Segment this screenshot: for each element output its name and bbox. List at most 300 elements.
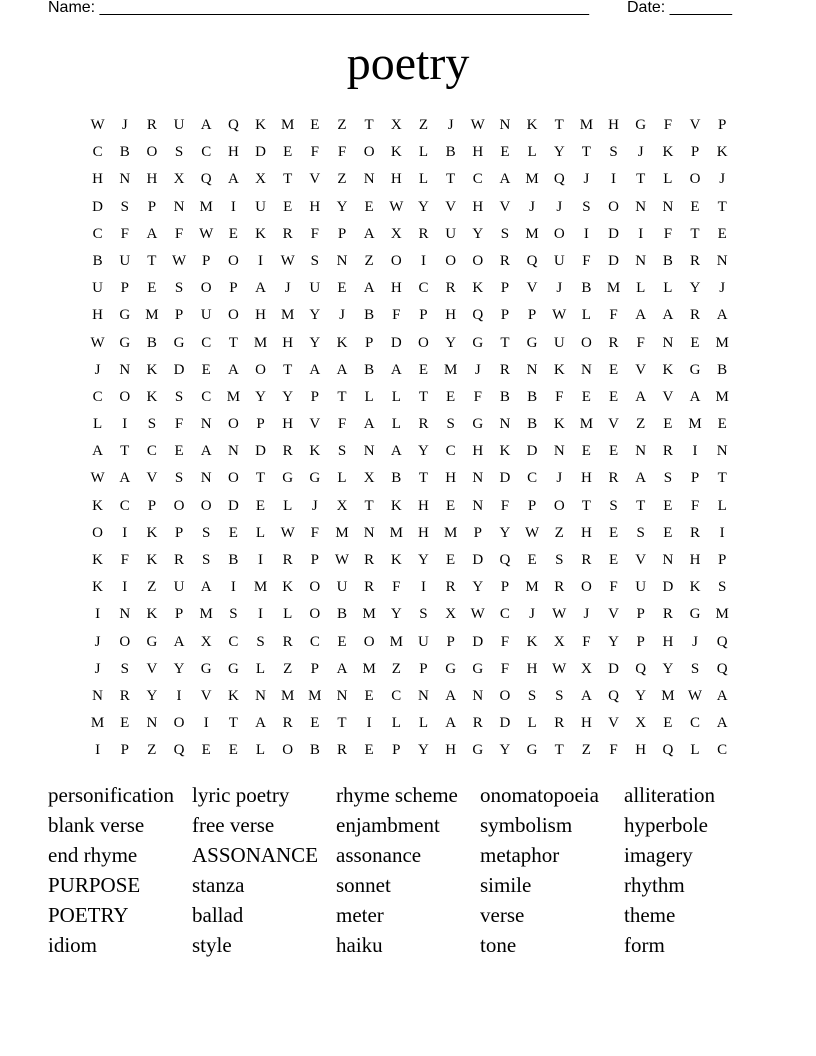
word-bank-item: style	[192, 933, 232, 957]
grid-letter: M	[253, 334, 268, 351]
grid-row	[84, 494, 736, 521]
grid-letter: N	[336, 252, 348, 269]
grid-letter: N	[119, 171, 131, 188]
grid-letter: G	[173, 334, 185, 351]
grid-letter: R	[608, 470, 619, 487]
grid-letter: A	[390, 443, 402, 460]
grid-letter: B	[717, 361, 728, 378]
grid-letter: H	[418, 524, 429, 541]
grid-row	[84, 113, 736, 140]
grid-letter: W	[280, 524, 295, 541]
grid-letter: H	[445, 470, 457, 487]
grid-letter: T	[554, 742, 564, 759]
grid-letter: Y	[472, 225, 484, 242]
grid-letter: D	[608, 225, 619, 242]
grid-letter: C	[119, 497, 130, 514]
grid-letter: N	[526, 361, 538, 378]
grid-letter: B	[336, 606, 347, 623]
grid-letter: N	[635, 198, 647, 215]
grid-letter: E	[717, 225, 727, 242]
grid-letter: T	[337, 715, 347, 732]
grid-letter: P	[256, 416, 265, 433]
grid-letter: L	[581, 307, 591, 324]
grid-letter: R	[554, 579, 565, 596]
grid-letter: J	[556, 470, 563, 487]
grid-letter: E	[717, 416, 727, 433]
grid-letter: R	[282, 633, 293, 650]
grid-letter: B	[364, 307, 375, 324]
grid-letter: Z	[147, 579, 157, 596]
grid-letter: S	[174, 388, 184, 405]
grid-letter: A	[716, 687, 728, 704]
grid-letter: O	[227, 416, 239, 433]
grid-letter: I	[638, 225, 644, 242]
grid-letter: L	[391, 416, 401, 433]
grid-letter: I	[95, 606, 101, 623]
grid-letter: N	[716, 252, 728, 269]
grid-letter: O	[363, 144, 375, 161]
grid-letter: Y	[689, 280, 701, 297]
grid-letter: S	[500, 225, 510, 242]
grid-letter: Y	[146, 687, 158, 704]
grid-letter: P	[500, 307, 510, 324]
grid-letter: A	[363, 416, 375, 433]
grid-letter: T	[500, 334, 510, 351]
grid-letter: E	[147, 280, 157, 297]
grid-letter: B	[581, 280, 592, 297]
grid-letter: A	[445, 687, 457, 704]
word-bank-item: alliteration	[624, 783, 715, 807]
grid-letter: H	[227, 144, 239, 161]
grid-row	[84, 657, 736, 684]
grid-letter: F	[690, 497, 700, 514]
grid-letter: L	[418, 715, 429, 732]
grid-letter: B	[662, 252, 673, 269]
grid-letter: H	[445, 307, 457, 324]
grid-letter: E	[581, 443, 591, 460]
word-search-grid	[84, 113, 736, 766]
grid-letter: C	[717, 742, 728, 759]
grid-row	[84, 521, 736, 548]
word-bank-item: form	[624, 933, 665, 957]
grid-letter: P	[636, 633, 645, 650]
grid-letter: R	[146, 117, 157, 133]
grid-letter: U	[173, 579, 185, 596]
grid-letter: F	[337, 416, 347, 433]
grid-letter: N	[363, 524, 375, 541]
grid-letter: P	[147, 198, 157, 215]
grid-letter: Q	[499, 552, 511, 568]
grid-letter: C	[228, 633, 239, 650]
grid-letter: R	[662, 606, 673, 623]
grid-letter: X	[173, 171, 185, 188]
word-bank-item: rhythm	[624, 873, 685, 897]
word-bank-item: imagery	[624, 843, 693, 867]
grid-letter: H	[282, 334, 294, 351]
grid-letter: C	[309, 633, 320, 650]
grid-letter: B	[499, 388, 510, 405]
grid-letter: V	[146, 660, 158, 677]
grid-letter: Y	[635, 687, 647, 704]
grid-letter: G	[689, 606, 701, 623]
grid-letter: H	[390, 280, 402, 297]
grid-letter: K	[255, 117, 266, 133]
grid-letter: Y	[309, 334, 321, 351]
grid-letter: M	[199, 198, 213, 215]
grid-letter: J	[637, 144, 644, 161]
grid-letter: K	[499, 443, 511, 460]
grid-letter: A	[255, 715, 266, 732]
grid-letter: L	[717, 497, 727, 514]
grid-letter: R	[336, 742, 347, 759]
grid-letter: H	[92, 171, 103, 188]
grid-row	[84, 167, 736, 194]
grid-letter: V	[608, 715, 619, 732]
grid-letter: L	[527, 715, 537, 732]
word-bank-item: simile	[480, 873, 532, 897]
grid-letter: T	[636, 497, 646, 514]
grid-letter: J	[447, 117, 454, 133]
grid-letter: R	[499, 252, 510, 269]
grid-letter: Z	[554, 524, 564, 541]
grid-letter: M	[362, 606, 376, 623]
grid-letter: V	[662, 388, 674, 405]
grid-letter: E	[283, 144, 293, 161]
grid-letter: N	[119, 606, 131, 623]
word-bank-item: POETRY	[48, 903, 129, 927]
grid-letter: J	[284, 280, 291, 297]
grid-letter: A	[445, 715, 457, 732]
grid-letter: O	[173, 497, 185, 514]
grid-letter: R	[445, 579, 456, 596]
grid-letter: I	[719, 524, 725, 541]
grid-letter: E	[201, 742, 211, 759]
grid-letter: S	[174, 470, 184, 487]
grid-letter: K	[146, 552, 158, 568]
grid-letter: T	[581, 144, 591, 161]
grid-letter: J	[94, 660, 101, 677]
grid-letter: K	[336, 334, 348, 351]
grid-letter: K	[227, 687, 239, 704]
word-bank-item: ballad	[192, 903, 244, 927]
grid-letter: H	[445, 742, 457, 759]
grid-letter: Y	[445, 334, 457, 351]
grid-row	[84, 303, 736, 330]
grid-letter: K	[716, 144, 728, 161]
grid-letter: A	[146, 225, 158, 242]
grid-letter: K	[553, 416, 565, 433]
grid-letter: U	[445, 225, 457, 242]
grid-letter: L	[283, 606, 293, 623]
grid-letter: B	[92, 252, 103, 269]
grid-letter: H	[92, 307, 103, 324]
grid-row	[84, 385, 736, 412]
grid-letter: O	[445, 252, 457, 269]
grid-letter: L	[636, 280, 646, 297]
grid-letter: L	[255, 660, 266, 677]
grid-letter: S	[174, 144, 184, 161]
grid-letter: A	[716, 307, 728, 324]
grid-letter: G	[200, 660, 212, 677]
grid-letter: F	[310, 524, 319, 541]
grid-letter: N	[499, 416, 511, 433]
grid-letter: T	[554, 117, 564, 133]
grid-letter: A	[499, 171, 511, 188]
grid-letter: O	[282, 742, 294, 759]
grid-letter: P	[174, 524, 184, 541]
grid-letter: H	[390, 171, 402, 188]
grid-letter: E	[337, 280, 347, 297]
grid-letter: R	[174, 552, 185, 568]
grid-row	[84, 412, 736, 439]
grid-letter: A	[200, 579, 212, 596]
grid-letter: S	[636, 524, 645, 541]
grid-letter: O	[146, 144, 158, 161]
grid-letter: M	[335, 524, 349, 541]
grid-letter: S	[256, 633, 265, 650]
grid-letter: S	[663, 470, 673, 487]
grid-letter: N	[227, 443, 239, 460]
grid-letter: G	[472, 742, 484, 759]
grid-letter: O	[418, 334, 429, 351]
grid-letter: K	[92, 552, 103, 568]
grid-letter: I	[230, 579, 236, 596]
grid-letter: L	[364, 388, 374, 405]
grid-letter: H	[635, 742, 647, 759]
grid-letter: K	[472, 280, 484, 297]
grid-letter: A	[635, 388, 647, 405]
grid-letter: T	[446, 171, 456, 188]
grid-letter: O	[608, 198, 619, 215]
grid-letter: Q	[526, 252, 538, 269]
grid-letter: J	[556, 198, 563, 215]
grid-letter: F	[555, 388, 564, 405]
grid-letter: R	[418, 225, 429, 242]
grid-letter: O	[499, 687, 511, 704]
grid-row	[84, 249, 736, 276]
grid-letter: E	[255, 497, 266, 514]
word-bank-item: enjambment	[336, 813, 440, 837]
grid-letter: Y	[282, 388, 294, 405]
grid-letter: K	[146, 388, 158, 405]
word-bank-item: assonance	[336, 843, 422, 867]
grid-letter: N	[716, 443, 728, 460]
grid-letter: A	[363, 225, 375, 242]
grid-letter: R	[662, 443, 673, 460]
word-bank-item: tone	[480, 933, 517, 957]
grid-letter: M	[525, 579, 539, 596]
grid-letter: E	[663, 524, 673, 541]
grid-letter: G	[119, 307, 131, 324]
grid-letter: I	[583, 225, 589, 242]
grid-letter: Q	[716, 660, 728, 677]
grid-letter: J	[94, 633, 101, 650]
grid-letter: S	[609, 144, 618, 161]
grid-letter: L	[690, 742, 700, 759]
grid-letter: K	[553, 361, 565, 378]
grid-row	[84, 439, 736, 466]
grid-letter: K	[689, 579, 701, 596]
grid-letter: V	[635, 552, 647, 568]
grid-letter: D	[472, 552, 484, 568]
grid-letter: S	[609, 497, 618, 514]
grid-letter: I	[203, 715, 209, 732]
grid-letter: O	[580, 334, 592, 351]
grid-letter: N	[662, 552, 674, 568]
grid-letter: Y	[418, 742, 429, 759]
grid-letter: C	[690, 715, 701, 732]
grid-letter: F	[473, 388, 482, 405]
grid-letter: Q	[608, 687, 619, 704]
grid-letter: C	[445, 443, 456, 460]
grid-letter: P	[473, 524, 482, 541]
grid-letter: E	[310, 117, 320, 133]
grid-letter: E	[201, 361, 211, 378]
grid-letter: M	[688, 416, 702, 433]
grid-letter: A	[336, 361, 348, 378]
grid-letter: W	[470, 117, 485, 133]
grid-letter: J	[94, 361, 101, 378]
grid-letter: I	[420, 252, 426, 269]
grid-letter: J	[556, 280, 563, 297]
grid-letter: Y	[173, 660, 185, 677]
word-bank-item: meter	[336, 903, 384, 927]
grid-letter: T	[690, 225, 700, 242]
grid-letter: D	[173, 361, 185, 378]
grid-letter: C	[92, 225, 103, 242]
grid-letter: N	[173, 198, 185, 215]
grid-letter: G	[472, 416, 484, 433]
grid-letter: M	[579, 117, 594, 133]
grid-letter: J	[529, 606, 535, 623]
grid-letter: R	[445, 280, 456, 297]
grid-letter: B	[119, 144, 130, 161]
grid-letter: P	[229, 280, 238, 297]
grid-letter: K	[92, 579, 103, 596]
grid-letter: I	[122, 416, 128, 433]
grid-letter: A	[227, 171, 239, 188]
grid-letter: M	[308, 687, 322, 704]
grid-letter: P	[120, 742, 129, 759]
grid-letter: X	[390, 117, 402, 133]
grid-letter: P	[392, 742, 401, 759]
grid-letter: M	[443, 524, 458, 541]
grid-letter: R	[364, 552, 375, 568]
grid-letter: X	[255, 171, 266, 188]
grid-letter: E	[663, 497, 673, 514]
grid-letter: J	[121, 117, 128, 133]
grid-letter: Y	[418, 198, 429, 215]
grid-letter: P	[202, 252, 211, 269]
grid-letter: W	[552, 307, 567, 324]
grid-letter: F	[609, 742, 618, 759]
grid-letter: T	[228, 715, 238, 732]
grid-letter: T	[228, 334, 238, 351]
grid-letter: E	[608, 388, 619, 405]
grid-letter: L	[418, 144, 429, 161]
grid-letter: R	[119, 687, 130, 704]
grid-letter: E	[364, 687, 374, 704]
grid-letter: U	[200, 307, 212, 324]
grid-letter: W	[470, 606, 485, 623]
word-bank-item: personification	[48, 783, 174, 807]
page-title: poetry	[346, 37, 470, 90]
grid-letter: D	[526, 443, 538, 460]
grid-row	[84, 684, 736, 711]
grid-letter: G	[526, 742, 538, 759]
grid-row	[84, 548, 736, 575]
grid-letter: D	[608, 252, 619, 269]
grid-letter: Q	[635, 660, 647, 677]
grid-letter: S	[310, 252, 319, 269]
grid-letter: E	[500, 144, 510, 161]
grid-letter: G	[282, 470, 294, 487]
grid-letter: Z	[147, 742, 157, 759]
grid-letter: T	[147, 252, 157, 269]
grid-letter: T	[283, 361, 293, 378]
grid-letter: A	[92, 443, 103, 460]
grid-letter: N	[200, 416, 212, 433]
grid-letter: A	[662, 307, 674, 324]
grid-letter: B	[309, 742, 320, 759]
grid-letter: H	[418, 497, 429, 514]
grid-letter: O	[255, 361, 266, 378]
grid-letter: V	[689, 117, 701, 133]
grid-letter: D	[499, 715, 511, 732]
grid-letter: W	[552, 606, 567, 623]
grid-letter: K	[526, 117, 538, 133]
grid-letter: P	[636, 606, 645, 623]
grid-letter: P	[690, 144, 700, 161]
grid-letter: V	[608, 416, 619, 433]
grid-letter: P	[446, 633, 455, 650]
grid-letter: A	[227, 361, 239, 378]
grid-letter: C	[472, 171, 483, 188]
grid-letter: E	[608, 524, 619, 541]
grid-letter: W	[90, 117, 105, 133]
grid-letter: E	[608, 361, 619, 378]
grid-letter: H	[146, 171, 158, 188]
grid-letter: A	[363, 280, 375, 297]
grid-letter: I	[122, 579, 128, 596]
grid-letter: E	[228, 225, 238, 242]
grid-letter: P	[337, 225, 347, 242]
grid-letter: C	[499, 606, 510, 623]
word-bank-item: idiom	[48, 933, 98, 957]
grid-letter: K	[146, 361, 158, 378]
grid-letter: Y	[553, 144, 565, 161]
grid-letter: I	[366, 715, 372, 732]
grid-letter: N	[662, 198, 674, 215]
grid-letter: A	[200, 117, 212, 133]
grid-letter: Y	[608, 633, 619, 650]
grid-letter: Z	[337, 117, 347, 133]
grid-letter: Y	[255, 388, 266, 405]
grid-letter: I	[692, 443, 698, 460]
word-bank-item: verse	[480, 903, 525, 927]
grid-letter: M	[525, 225, 539, 242]
grid-letter: G	[472, 334, 484, 351]
grid-letter: Y	[662, 660, 674, 677]
grid-letter: E	[174, 443, 184, 460]
grid-letter: R	[282, 552, 293, 568]
grid-letter: T	[418, 388, 429, 405]
grid-letter: G	[309, 470, 321, 487]
grid-letter: S	[174, 280, 184, 297]
grid-letter: M	[362, 660, 376, 677]
grid-letter: F	[120, 552, 129, 568]
grid-letter: C	[201, 388, 212, 405]
